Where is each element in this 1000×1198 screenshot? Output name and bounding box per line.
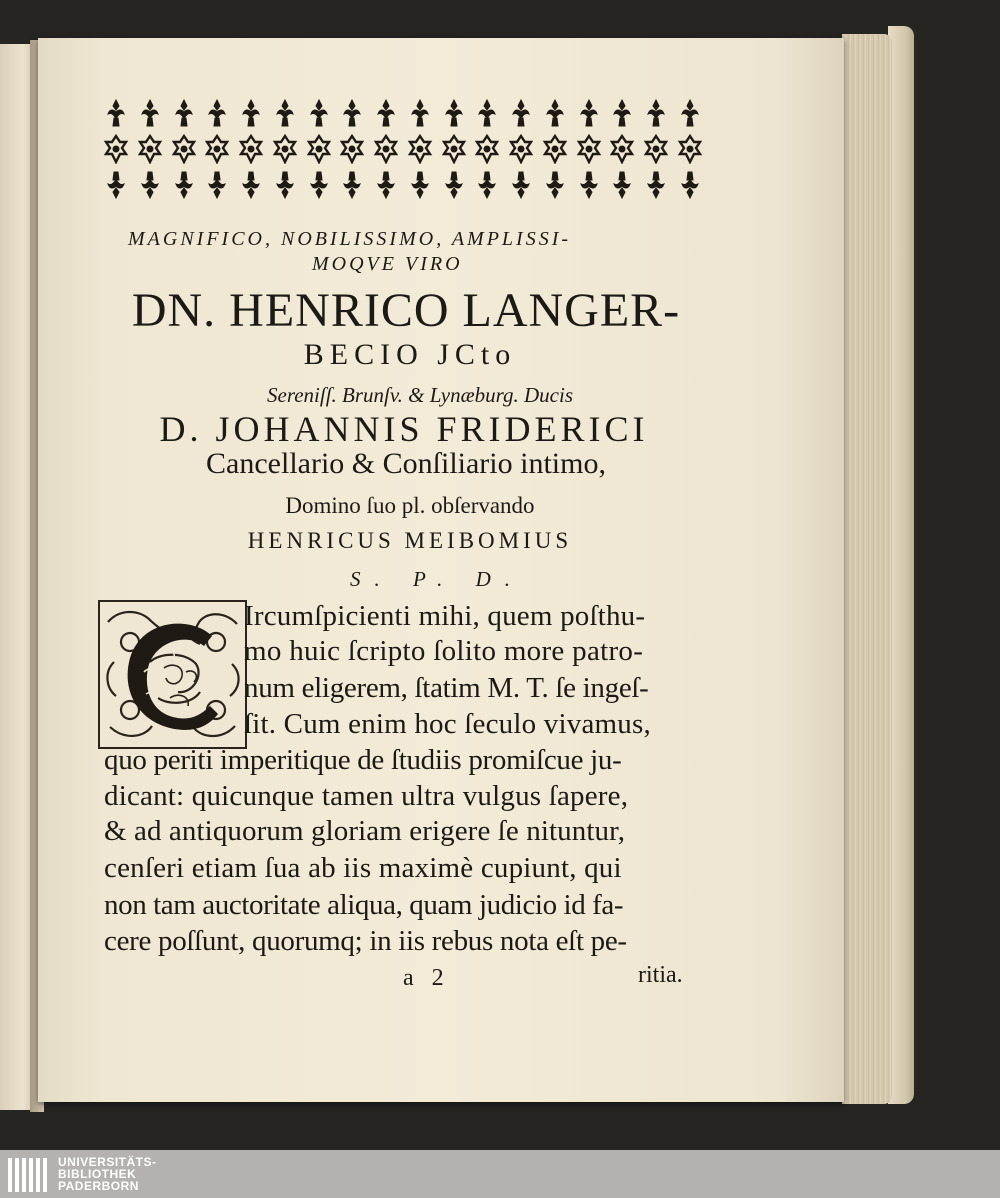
ornament-tile [269,170,301,200]
catchword: ritia. [638,962,683,988]
ornament-tile [134,98,166,128]
ornament-tile [201,134,233,164]
ornament-tile [404,134,436,164]
ornament-tile [404,170,436,200]
ornament-tile [471,170,503,200]
library-name-line-3: PADERBORN [58,1179,139,1193]
body-line-3: num eligerem, ſtatim M. T. ſe ingeſ- [244,672,649,704]
signature-mark: a 2 [403,965,450,991]
dedication-line-2: MOQVE VIRO [312,253,463,275]
decorated-initial-artwork [100,602,245,747]
ornament-tile [235,134,267,164]
ornament-tile [505,98,537,128]
ornament-tile [303,134,335,164]
ornament-tile [573,170,605,200]
ornament-tile [606,170,638,200]
body-line-4: ſit. Cum enim hoc ſeculo vivamus, [244,708,651,740]
ornament-tile [539,170,571,200]
ornament-tile [100,170,132,200]
salutation-line: Domino ſuo pl. obſervando [285,493,535,518]
ornament-tile [168,170,200,200]
ornament-tile [303,98,335,128]
ornament-tile [134,134,166,164]
ornament-tile [505,134,537,164]
ornament-tile [336,98,368,128]
dedicatee-name-line-2: BECIO JCto [303,338,517,371]
library-name-line-2: BIBLIOTHEK [58,1167,137,1181]
body-line-8: cenſeri etiam ſua ab iis maximè cupiunt, qui [104,852,622,884]
ornament-tile [471,98,503,128]
ornament-tile [134,170,166,200]
ornament-tile [505,170,537,200]
ornament-tile [201,170,233,200]
ornament-tile [674,170,706,200]
ornament-tile [201,98,233,128]
ornament-row-top [100,98,706,128]
ornament-tile [573,134,605,164]
dedication-line-1: MAGNIFICO, NOBILISSIMO, AMPLISSI- [128,228,572,250]
ornament-tile [168,98,200,128]
body-line-10: cere poſſunt, quorumq; in iis rebus nota eſt pe- [104,925,627,957]
ornament-tile [336,170,368,200]
ornament-row-middle [100,134,706,164]
ornament-tile [100,134,132,164]
spd-line: S. P. D. [350,567,525,591]
body-line-9: non tam auctoritate aliqua, quam judicio id fa- [104,889,624,921]
library-name-line-1: UNIVERSITÄTS- [58,1155,157,1169]
duke-name-line: D. JOHANNIS FRIDERICI [159,409,649,449]
ornament-tile [370,134,402,164]
ornament-row-bottom [100,170,706,200]
ornament-tile [573,98,605,128]
dedicatee-name-line-1: DN. HENRICO LANGER- [131,284,681,337]
ornament-tile [336,134,368,164]
ornament-tile [100,98,132,128]
ornament-tile [438,98,470,128]
author-name-line: HENRICUS MEIBOMIUS [247,528,573,553]
ornament-tile [404,98,436,128]
headpiece-ornament [100,98,706,200]
ornament-tile [370,98,402,128]
ornament-tile [606,134,638,164]
body-line-6: dicant: quicunque tamen ultra vulgus ſapere, [104,780,629,812]
ornament-tile [640,134,672,164]
body-line-5: quo periti imperitique de ſtudiis promiſcue ju- [104,744,622,776]
ornament-tile [674,134,706,164]
dedication-title-line: Sereniſſ. Brunſv. & Lynæburg. Ducis [267,383,573,407]
ornament-tile [269,98,301,128]
page-fore-edge [842,34,892,1104]
ornament-tile [438,170,470,200]
library-logo-icon [6,1152,50,1196]
ornament-tile [168,134,200,164]
ornament-tile [235,98,267,128]
ornament-tile [303,170,335,200]
office-line: Cancellario & Conſiliario intimo, [206,447,606,480]
ornament-tile [674,98,706,128]
ornament-tile [235,170,267,200]
decorated-initial [98,600,247,749]
ornament-tile [539,98,571,128]
ornament-tile [640,98,672,128]
body-line-7: & ad antiquorum gloriam erigere ſe nituntur, [104,815,626,847]
ornament-tile [471,134,503,164]
ornament-tile [438,134,470,164]
ornament-tile [640,170,672,200]
ornament-tile [370,170,402,200]
body-line-1: Ircumſpicienti mihi, quem poſthu- [244,600,646,632]
ornament-tile [539,134,571,164]
ornament-tile [269,134,301,164]
body-line-2: mo huic ſcripto ſolito more patro- [244,635,644,667]
ornament-tile [606,98,638,128]
